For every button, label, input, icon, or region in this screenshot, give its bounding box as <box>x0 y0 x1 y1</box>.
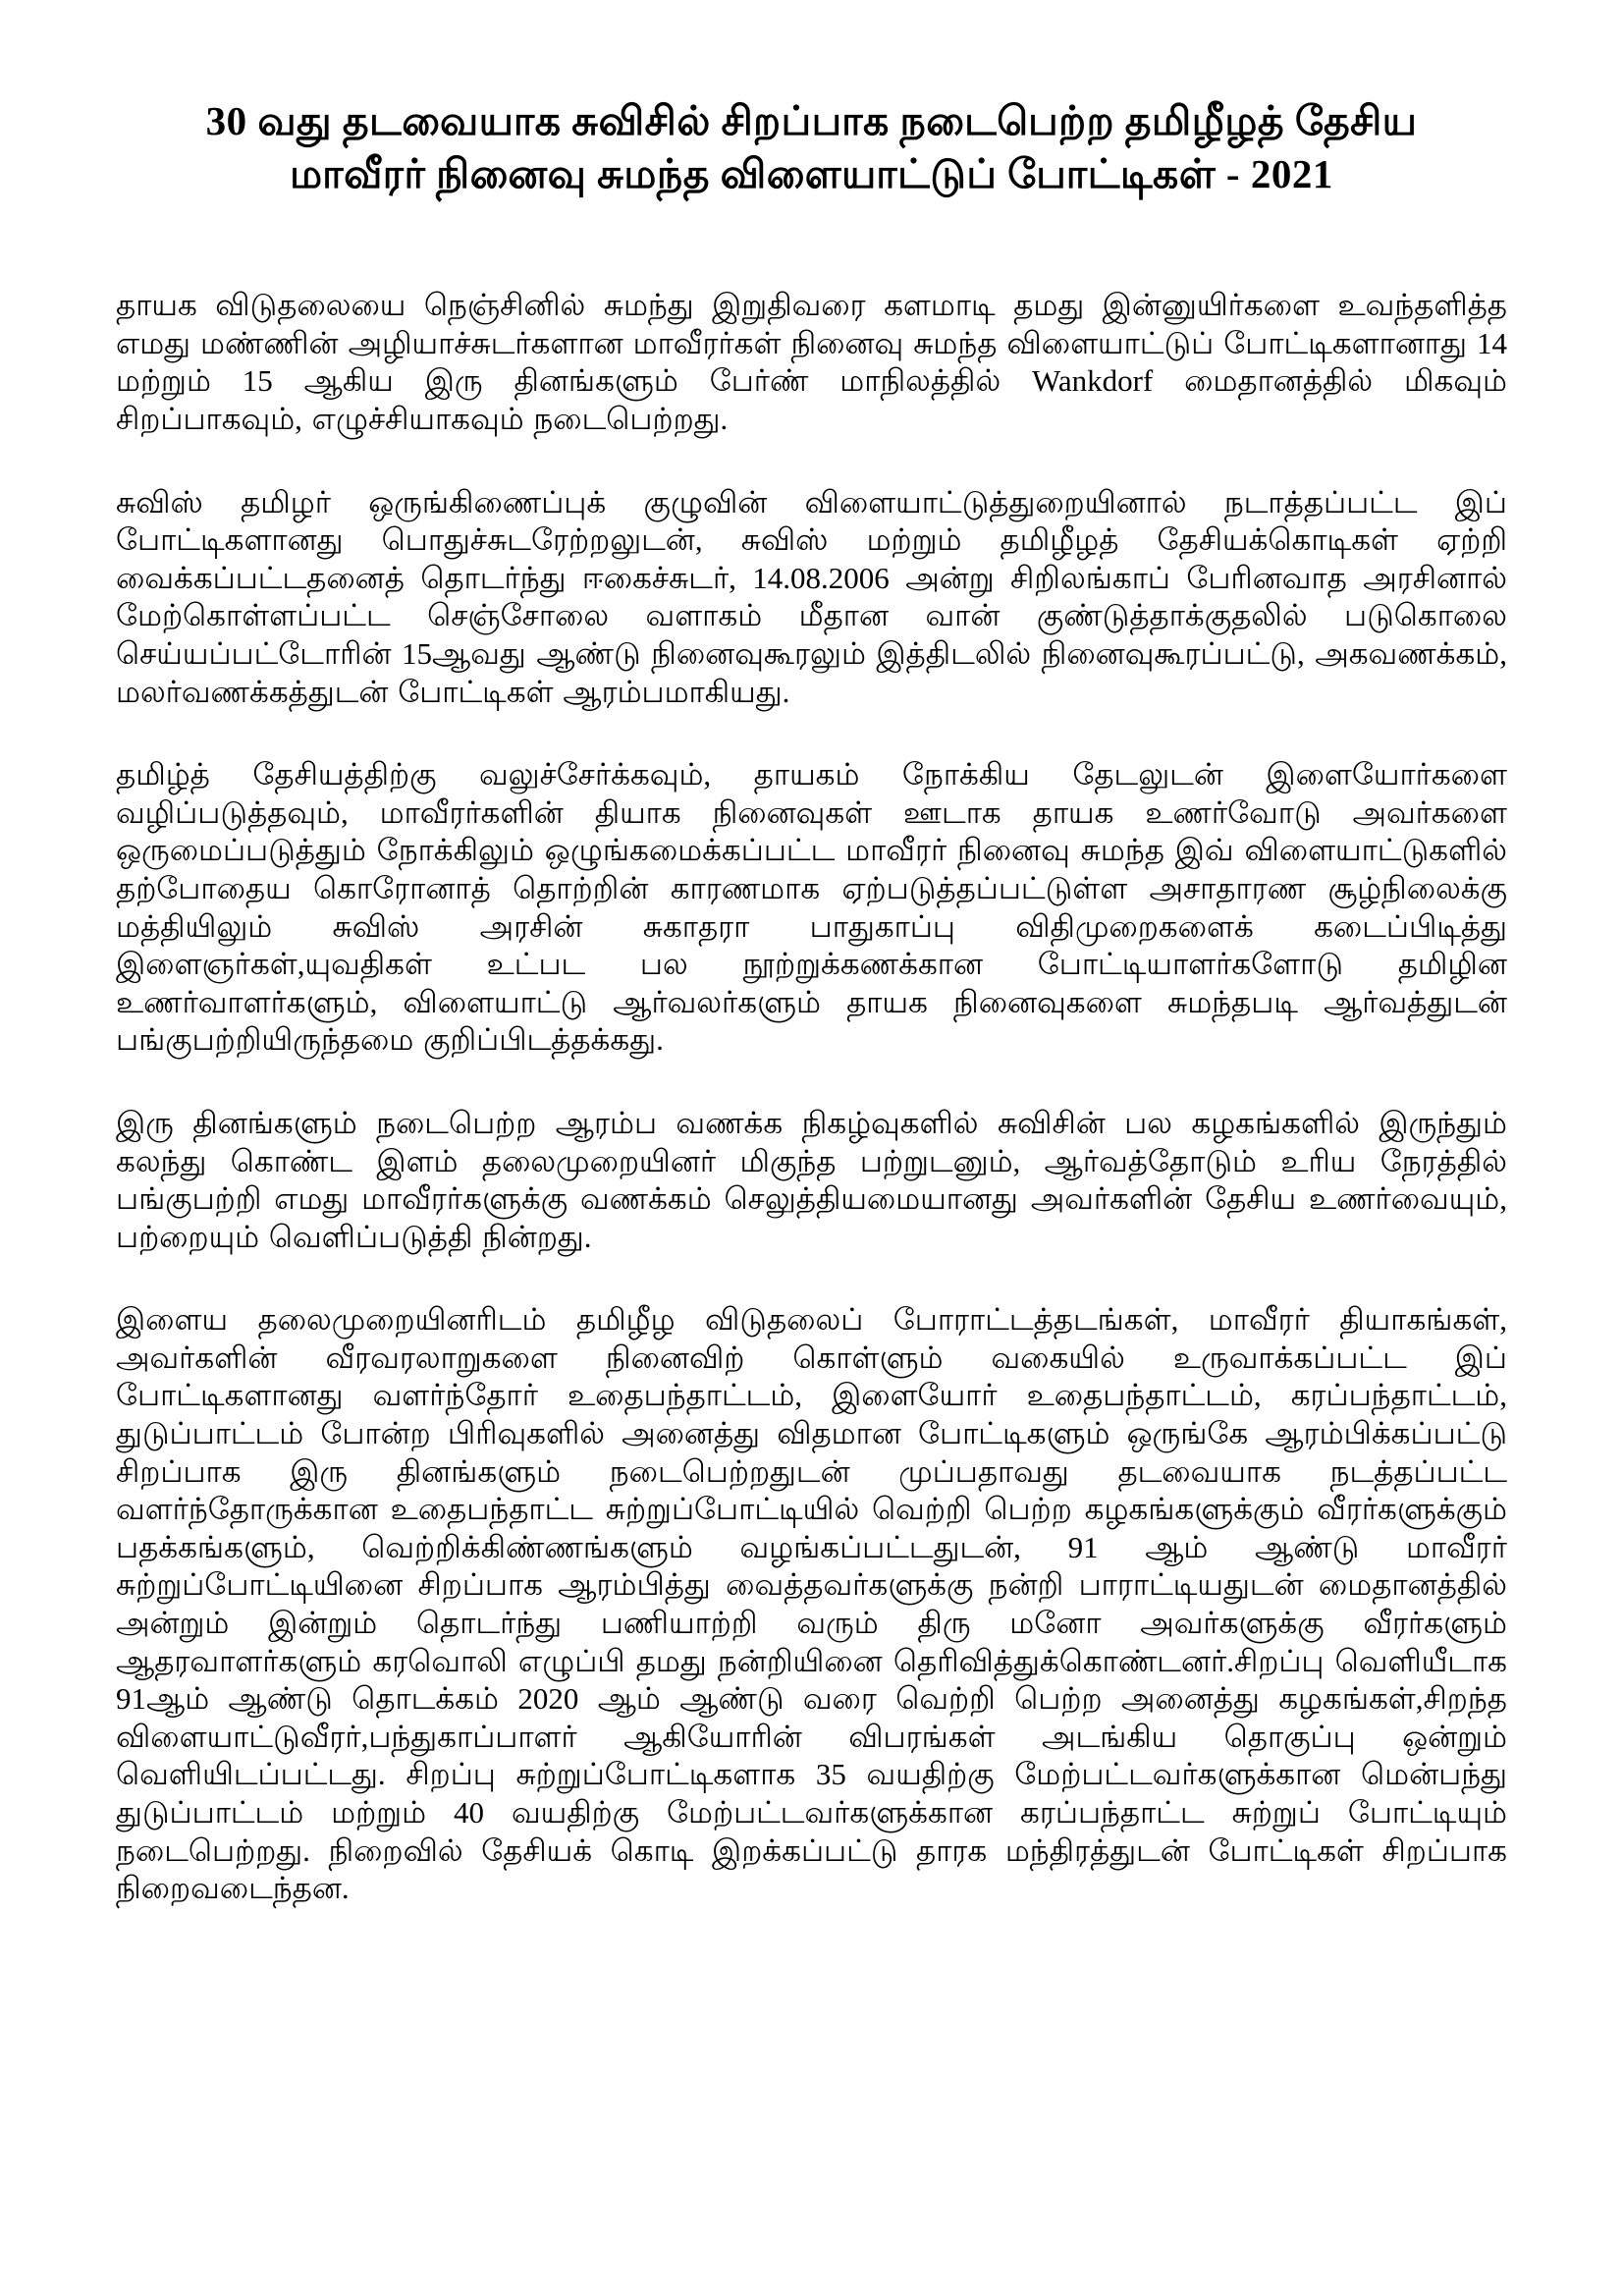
document-title <box>116 94 1507 200</box>
paragraph-3: தமிழ்த் தேசியத்திற்கு வலுச்சேர்க்கவும், தாயகம் நோக்கிய தேடலுடன் இளையோர்களை வழிப்படுத்தவும், மாவீரர்களின் தியாக நினைவுகள் ஊடாக தாயக உணர்வோடு அவர்களை ஒருமைப்படுத்தும் நோக்கிலும் ஒழுங்கமைக்கப்பட்ட மாவீரர் நினைவு சுமந்த இவ் விளையாட்டுகளில் தற்போதைய கொரோனாத் தொற்றின் காரணமாக ஏற்படுத்தப்பட்டுள்ள அசாதாரண சூழ்நிலைக்கு மத்தியிலும் சுவிஸ் அரசின் சுகாதரா பாதுகாப்பு விதிமுறைகளைக் கடைப்பிடித்து இளைஞர்கள்,யுவதிகள் உட்பட பல நூற்றுக்கணக்கான போட்டியாளர்களோடு தமிழின உணர்வாளர்களும், விளையாட்டு ஆர்வலர்களும் தாயக நினைவுகளை சுமந்தபடி ஆர்வத்துடன் பங்குபற்றியிருந்தமை குறிப்பிடத்தக்கது. <box>116 757 1507 1058</box>
paragraph-5: இளைய தலைமுறையினரிடம் தமிழீழ விடுதலைப் போராட்டத்தடங்கள், மாவீரர் தியாகங்கள், அவர்களின் வீரவரலாறுகளை நினைவிற் கொள்ளும் வகையில் உருவாக்கப்பட்ட இப் போட்டிகளானது வளர்ந்தோர் உதைபந்தாட்டம், இளையோர் உதைபந்தாட்டம், கரப்பந்தாட்டம், துடுப்பாட்டம் போன்ற பிரிவுகளில் அனைத்து விதமான போட்டிகளும் ஒருங்கே ஆரம்பிக்கப்பட்டு சிறப்பாக இரு தினங்களும் நடைபெற்றதுடன் முப்பதாவது தடவையாக நடத்தப்பட்ட வளர்ந்தோருக்கான உதைபந்தாட்ட சுற்றுப்போட்டியில் வெற்றி பெற்ற கழகங்களுக்கும் வீரர்களுக்கும் பதக்கங்களும், வெற்றிக்கிண்ணங்களும் வழங்கப்பட்டதுடன், 91 ஆம் ஆண்டு மாவீரர் சுற்றுப்போட்டியினை சிறப்பாக ஆரம்பித்து வைத்தவர்களுக்கு நன்றி பாராட்டியதுடன் மைதானத்தில் அன்றும் இன்றும் தொடர்ந்து பணியாற்றி வரும் திரு மனோ அவர்களுக்கு வீரர்களும் ஆதரவாளர்களும் கரவொலி எழுப்பி தமது நன்றியினை தெரிவித்துக்கொண்டனர்.சிறப்பு வெளியீடாக 91ஆம் ஆண்டு தொடக்கம் 2020 ஆம் ஆண்டு வரை வெற்றி பெற்ற அனைத்து கழகங்கள்,சிறந்த விளையாட்டுவீரர்,பந்துகாப்பாளர் ஆகியோரின் விபரங்கள் அடங்கிய தொகுப்பு ஒன்றும் வெளியிடப்பட்டது. சிறப்பு சுற்றுப்போட்டிகளாக 35 வயதிற்கு மேற்பட்டவர்களுக்கான மென்பந்து துடுப்பாட்டம் மற்றும் 40 வயதிற்கு மேற்பட்டவர்களுக்கான கரப்பந்தாட்ட சுற்றுப் போட்டியும் நடைபெற்றது. நிறைவில் தேசியக் கொடி இறக்கப்பட்டு தாரக மந்திரத்துடன் போட்டிகள் சிறப்பாக நிறைவடைந்தன. <box>116 1302 1507 1906</box>
document-title-line-1: 30 வது தடவையாக சுவிசில் சிறப்பாக நடைபெற்ற தமிழீழத் தேசிய <box>205 98 1418 143</box>
paragraph-4: இரு தினங்களும் நடைபெற்ற ஆரம்ப வணக்க நிகழ்வுகளில் சுவிசின் பல கழகங்களில் இருந்தும் கலந்து கொண்ட இளம் தலைமுறையினர் மிகுந்த பற்றுடனும், ஆர்வத்தோடும் உரிய நேரத்தில் பங்குபற்றி எமது மாவீரர்களுக்கு வணக்கம் செலுத்தியமையானது அவர்களின் தேசிய உணர்வையும், பற்றையும் வெளிப்படுத்தி நின்றது. <box>116 1105 1507 1254</box>
document-title-line-2: மாவீரர் நினைவு சுமந்த விளையாட்டுப் போட்டிகள் - 2021 <box>290 151 1333 197</box>
document-body <box>116 287 1507 1908</box>
paragraph-2: சுவிஸ் தமிழர் ஒருங்கிணைப்புக் குழுவின் விளையாட்டுத்துறையினால் நடாத்தப்பட்ட இப் போட்டிகளானது பொதுச்சுடரேற்றலுடன், சுவிஸ் மற்றும் தமிழீழத் தேசியக்கொடிகள் ஏற்றி வைக்கப்பட்டதனைத் தொடர்ந்து ஈகைச்சுடர், 14.08.2006 அன்று சிறிலங்காப் பேரினவாத அரசினால் மேற்கொள்ளப்பட்ட செஞ்சோலை வளாகம் மீதான வான் குண்டுத்தாக்குதலில் படுகொலை செய்யப்பட்டோரின் 15ஆவது ஆண்டு நினைவுகூரலும் இத்திடலில் நினைவுகூரப்பட்டு, அகவணக்கம், மலர்வணக்கத்துடன் போட்டிகள் ஆரம்பமாகியது. <box>116 484 1507 709</box>
paragraph-1: தாயக விடுதலையை நெஞ்சினில் சுமந்து இறுதிவரை களமாடி தமது இன்னுயிர்களை உவந்தளித்த எமது மண்ணின் அழியாச்சுடர்களான மாவீரர்கள் நினைவு சுமந்த விளையாட்டுப் போட்டிகளானாது 14 மற்றும் 15 ஆகிய இரு தினங்களும் பேர்ண் மாநிலத்தில் Wankdorf மைதானத்தில் மிகவும் சிறப்பாகவும், எழுச்சியாகவும் நடைபெற்றது. <box>116 288 1507 436</box>
